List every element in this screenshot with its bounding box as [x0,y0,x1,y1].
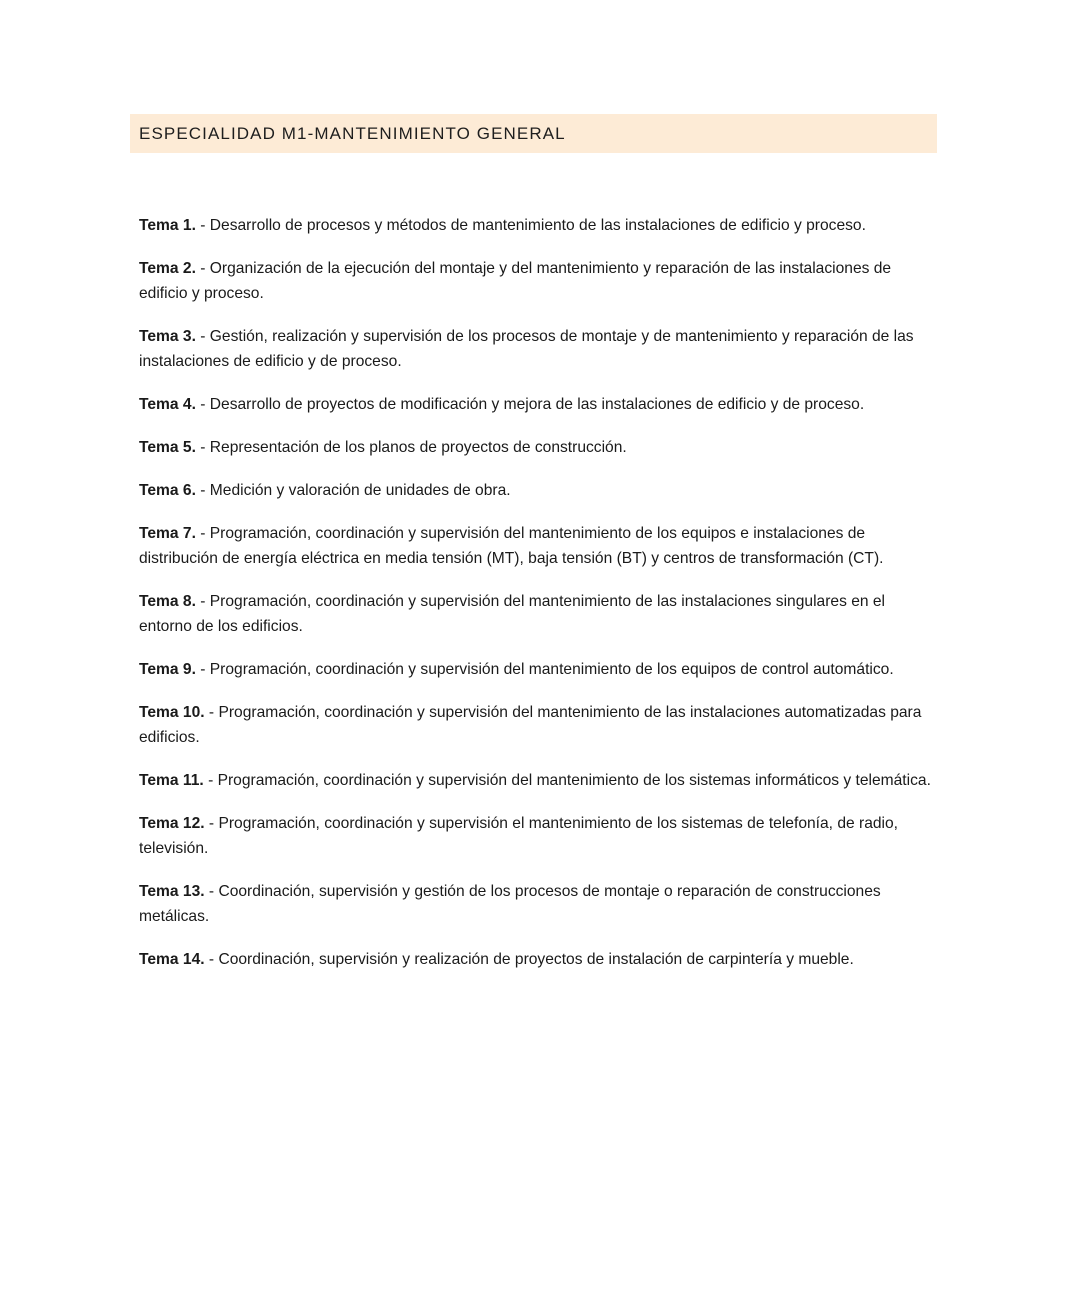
section-title: ESPECIALIDAD M1-MANTENIMIENTO GENERAL [139,123,566,143]
topic-text: - Programación, coordinación y supervisión del mantenimiento de las instalaciones singulares en el entorno de los edificios. [139,593,886,635]
topic-label: Tema 13. [139,883,205,900]
topic-label: Tema 5. [139,439,196,456]
topic-label: Tema 6. [139,482,196,499]
topic-list [139,213,939,990]
topic-text: - Coordinación, supervisión y realización de proyectos de instalación de carpintería y mueble. [204,951,854,968]
topic-text: - Programación, coordinación y supervisión del mantenimiento de los equipos de control automático. [195,661,894,678]
topic-item-2 [139,256,939,306]
topic-item-14 [139,947,939,972]
topic-item-9 [139,657,939,682]
topic-label: Tema 7. [139,525,196,542]
topic-item-6 [139,478,939,503]
topic-text: - Programación, coordinación y supervisión el mantenimiento de los sistemas de telefonía, de radio, televisión. [139,815,899,857]
topic-label: Tema 3. [139,328,196,345]
topic-text: - Desarrollo de proyectos de modificación y mejora de las instalaciones de edificio y de proceso. [195,396,865,413]
topic-text: - Medición y valoración de unidades de obra. [195,482,511,499]
topic-label: Tema 9. [139,661,196,678]
topic-item-7 [139,521,939,571]
topic-text: - Representación de los planos de proyectos de construcción. [195,439,627,456]
topic-text: - Organización de la ejecución del montaje y del mantenimiento y reparación de las instalaciones de edificio y proceso. [139,260,892,302]
topic-item-5 [139,435,939,460]
topic-label: Tema 10. [139,704,205,721]
section-header-band [130,114,937,153]
topic-item-12 [139,811,939,861]
topic-label: Tema 12. [139,815,205,832]
topic-text: - Coordinación, supervisión y gestión de los procesos de montaje o reparación de construcciones metálicas. [139,883,881,925]
topic-label: Tema 11. [139,772,204,789]
topic-item-10 [139,700,939,750]
topic-text: - Gestión, realización y supervisión de los procesos de montaje y de mantenimiento y reparación de las instalaciones de edificio y de proceso. [139,328,914,370]
topic-label: Tema 8. [139,593,196,610]
topic-label: Tema 4. [139,396,196,413]
topic-item-4 [139,392,939,417]
topic-text: - Programación, coordinación y supervisión del mantenimiento de los sistemas informáticos y telemática. [203,772,931,789]
topic-item-8 [139,589,939,639]
topic-text: - Programación, coordinación y supervisión del mantenimiento de los equipos e instalaciones de distribución de energía eléctrica en media tensión (MT), baja tensión (BT) y centros de transformación (CT). [139,525,884,567]
topic-label: Tema 14. [139,951,205,968]
topic-text: - Programación, coordinación y supervisión del mantenimiento de las instalaciones automatizadas para edificios. [139,704,922,746]
topic-item-13 [139,879,939,929]
topic-label: Tema 1. [139,217,196,234]
topic-item-3 [139,324,939,374]
topic-text: - Desarrollo de procesos y métodos de mantenimiento de las instalaciones de edificio y proceso. [195,217,866,234]
topic-label: Tema 2. [139,260,196,277]
topic-item-11 [139,768,939,793]
topic-item-1 [139,213,939,238]
